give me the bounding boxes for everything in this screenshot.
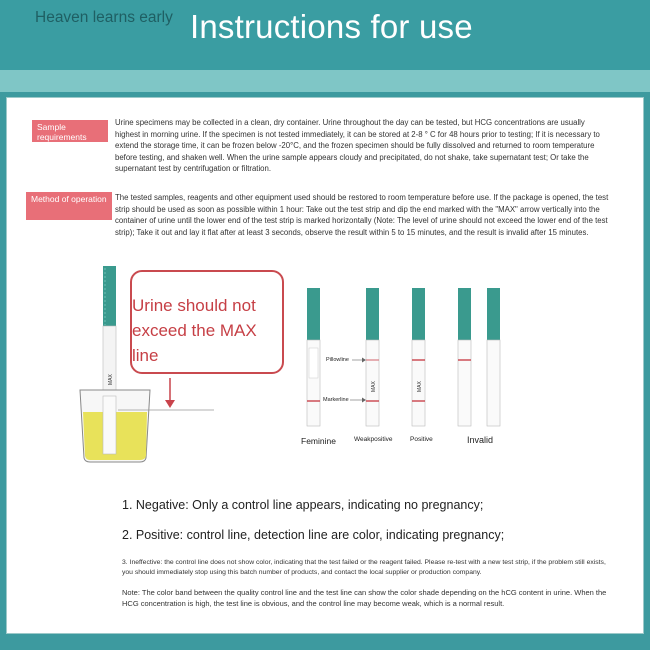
strip-weak-positive — [366, 288, 379, 426]
dipping-strip-max-text: MAX — [108, 374, 114, 385]
strip-invalid-1 — [458, 288, 471, 426]
max-line-callout-text: Urine should not exceed the MAX line — [132, 296, 257, 365]
strip-positive — [412, 288, 425, 426]
brand-name: Heaven learns early — [35, 9, 173, 26]
result-ineffective: 3. Ineffective: the control line does not show color, indicating that the test failed or the reagent failed. Please re-test with a new test strip, if the problem still exists, you should immediately stop using this batch number of products, and contact the local supplier or production company. — [122, 559, 606, 576]
strip-label-invalid: Invalid — [467, 435, 494, 445]
pillow-line-pointer — [352, 358, 366, 363]
strip-invalid-2 — [487, 288, 500, 426]
strip-label-positive: Positive — [410, 436, 433, 443]
dipping-strip — [103, 266, 116, 396]
method-of-operation-text: The tested samples, reagents and other equipment used should be restored to room temperature before use. If the package is opened, the test strip should be used as soon as possible within 1 hour: Take out the test strip and dip the end marked with the "MAX" arrow vertically into the container of urine until the lower end of the test strip is marked horizontally (Note: The level of urine should not exceed the lower end of the test strip); Take it out and lay it flat after at least 3 seconds, observe the result within 5 to 15 minutes, and the result is invalid after 15 minutes. — [115, 193, 609, 237]
marker-line-pointer — [350, 398, 366, 403]
max-line-arrow — [165, 378, 175, 408]
pillow-line-label: Pillowline — [326, 357, 349, 363]
sample-requirements-tag: Sample requirements — [32, 120, 108, 142]
sample-requirements-text: Urine specimens may be collected in a clean, dry container. Urine throughout the day can be tested, but HCG concentrations are usually highest in morning urine. If the specimen is not tested immediately, it can be stored at 2-8 ° C for 48 hours prior to testing; If it is necessary to extend the storage time, it can be frozen below -20°C, and the frozen specimen should be fully dissolved and returned to room temperature before testing, and shaken well. When the urine sample appears cloudy and precipitated, do not shake, take supernatant test; Or take the supernatant test by centrifugation or filtration. — [115, 118, 600, 173]
result-positive: 2. Positive: control line, detection line are color, indicating pregnancy; — [122, 528, 505, 542]
strip-label-feminine: Feminine — [301, 436, 336, 446]
weak-positive-strip-max-text: MAX — [371, 381, 377, 392]
urine-cup — [80, 390, 214, 462]
page-title: Instructions for use — [190, 8, 473, 45]
result-note: Note: The color band between the quality control line and the test line can show the color shade depending on the hCG content in urine. When the HCG concentration is high, the test line is obvious, and the control line may become weak, which is a normal result. — [122, 588, 607, 608]
method-of-operation-tag: Method of operation — [26, 192, 112, 220]
marker-line-label: Markerline — [323, 397, 349, 403]
result-negative: 1. Negative: Only a control line appears, indicating no pregnancy; — [122, 498, 484, 512]
strip-label-weak-positive: Weakpositive — [354, 436, 393, 443]
positive-strip-max-text: MAX — [417, 381, 423, 392]
strip-feminine — [307, 288, 320, 426]
